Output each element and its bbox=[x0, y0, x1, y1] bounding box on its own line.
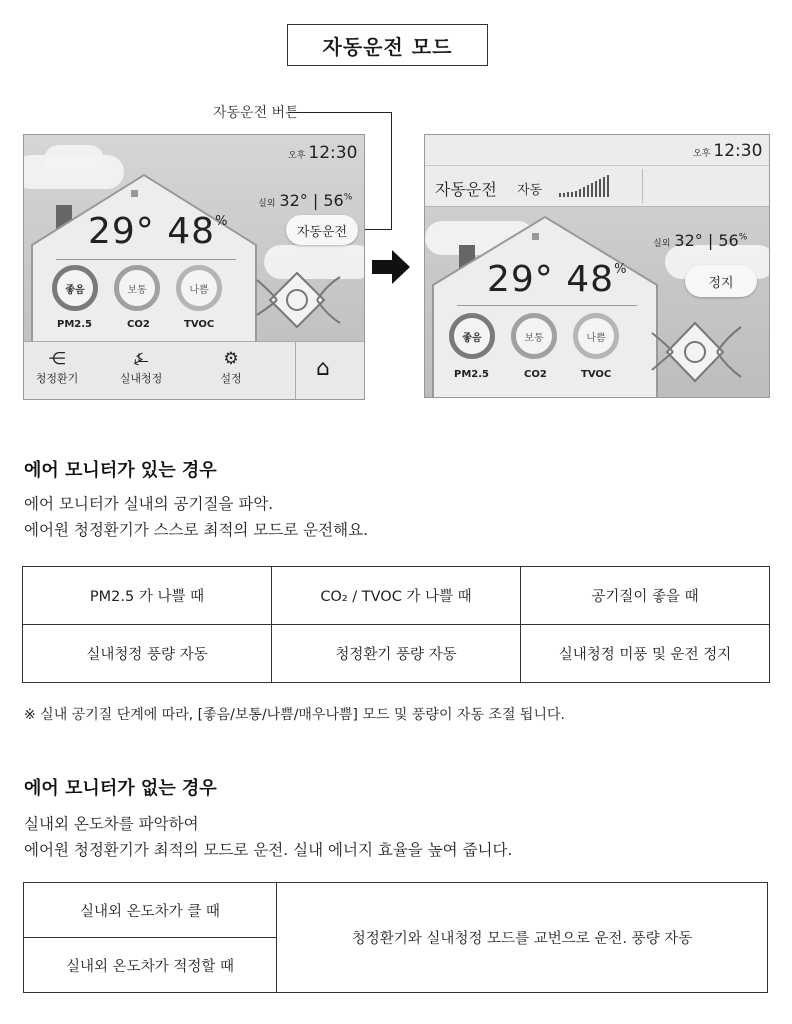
section-text: 에어원 청정환기가 스스로 최적의 모드로 운전해요. bbox=[24, 521, 368, 539]
footnote: ※ 실내 공기질 단계에 따라, [좋음/보통/나쁨/매우나쁨] 모드 및 풍량이 자동 조절 됩니다. bbox=[24, 707, 565, 723]
table-cell: 실내외 온도차가 클 때 bbox=[24, 883, 277, 938]
tvoc-label: TVOC bbox=[184, 319, 215, 330]
table-cell: 청정환기 풍량 자동 bbox=[272, 625, 521, 683]
section-text: 에어 모니터가 실내의 공기질을 파악. bbox=[24, 495, 274, 513]
ventilation-icon: ⋲ bbox=[48, 349, 66, 369]
tvoc-status-ring: 나쁨 bbox=[573, 313, 619, 359]
pm25-label: PM2.5 bbox=[57, 319, 92, 330]
table-cell: PM2.5 가 나쁠 때 bbox=[23, 567, 272, 625]
nav-ventilation[interactable] bbox=[23, 348, 92, 386]
header-divider bbox=[425, 165, 769, 166]
fan-speed-indicator bbox=[559, 175, 609, 197]
co2-status-ring: 보통 bbox=[114, 265, 160, 311]
indoor-clean-icon: ⍼ bbox=[133, 349, 149, 369]
co2-status-ring: 보통 bbox=[511, 313, 557, 359]
outdoor-reading: 실외 32° | 56% bbox=[258, 191, 353, 210]
clock: 오후 12:30 bbox=[288, 143, 358, 163]
table-cell: 공기질이 좋을 때 bbox=[521, 567, 770, 625]
header-vertical-divider bbox=[642, 169, 643, 203]
fan-speed-label: 자동 bbox=[517, 183, 543, 198]
table-cell: 청정환기와 실내청정 모드를 교번으로 운전. 풍량 자동 bbox=[277, 883, 768, 993]
arrow-right-icon bbox=[372, 250, 412, 284]
table-cell: 실내청정 미풍 및 운전 정지 bbox=[521, 625, 770, 683]
indoor-reading: 29° 48% bbox=[487, 259, 628, 300]
no-monitor-mode-table bbox=[23, 882, 768, 993]
panel-screen-home bbox=[23, 134, 365, 400]
callout-line-vertical bbox=[391, 112, 392, 230]
tvoc-status-ring: 나쁨 bbox=[176, 265, 222, 311]
tvoc-label: TVOC bbox=[581, 369, 612, 380]
gear-icon: ⚙ bbox=[223, 349, 239, 369]
callout-label: 자동운전 버튼 bbox=[213, 105, 299, 121]
indoor-reading: 29° 48% bbox=[88, 211, 229, 252]
nav-settings[interactable] bbox=[196, 348, 266, 386]
fan-airflow-icon bbox=[647, 315, 743, 389]
stop-button[interactable]: 정지 bbox=[685, 265, 757, 297]
page-title: 자동운전 모드 bbox=[287, 24, 488, 66]
nav-label: 설정 bbox=[220, 372, 242, 385]
table-row bbox=[23, 625, 770, 683]
panel-screen-auto bbox=[424, 134, 770, 398]
table-cell: 실내청정 풍량 자동 bbox=[23, 625, 272, 683]
auto-mode-header bbox=[425, 135, 769, 207]
section-heading: 에어 모니터가 있는 경우 bbox=[24, 460, 217, 481]
section-heading: 에어 모니터가 없는 경우 bbox=[24, 778, 217, 799]
home-icon[interactable]: ⌂ bbox=[316, 356, 330, 381]
divider bbox=[56, 259, 236, 260]
pm25-status-ring: 좋음 bbox=[449, 313, 495, 359]
pm25-label: PM2.5 bbox=[454, 369, 489, 380]
section-text: 실내외 온도차를 파악하여 bbox=[24, 815, 199, 833]
auto-mode-button[interactable]: 자동운전 bbox=[286, 215, 358, 245]
callout-line bbox=[288, 112, 392, 113]
pm25-status-ring: 좋음 bbox=[52, 265, 98, 311]
outdoor-reading: 실외 32° | 56% bbox=[653, 231, 748, 250]
nav-label: 청정환기 bbox=[35, 372, 79, 385]
bottom-navigation bbox=[24, 341, 364, 399]
fan-airflow-icon bbox=[252, 265, 342, 335]
nav-label: 실내청정 bbox=[119, 372, 163, 385]
table-row bbox=[24, 883, 768, 938]
mode-title: 자동운전 bbox=[435, 180, 497, 199]
table-cell: 실내외 온도차가 적정할 때 bbox=[24, 938, 277, 993]
monitor-mode-table bbox=[22, 566, 770, 683]
nav-divider bbox=[295, 342, 296, 400]
divider bbox=[457, 305, 637, 306]
section-text: 에어원 청정환기가 최적의 모드로 운전. 실내 에너지 효율을 높여 줍니다. bbox=[24, 841, 513, 859]
table-cell: CO₂ / TVOC 가 나쁠 때 bbox=[272, 567, 521, 625]
clock: 오후 12:30 bbox=[693, 141, 763, 161]
co2-label: CO2 bbox=[127, 319, 150, 330]
co2-label: CO2 bbox=[524, 369, 547, 380]
nav-indoor-clean[interactable] bbox=[106, 348, 176, 386]
table-row bbox=[23, 567, 770, 625]
